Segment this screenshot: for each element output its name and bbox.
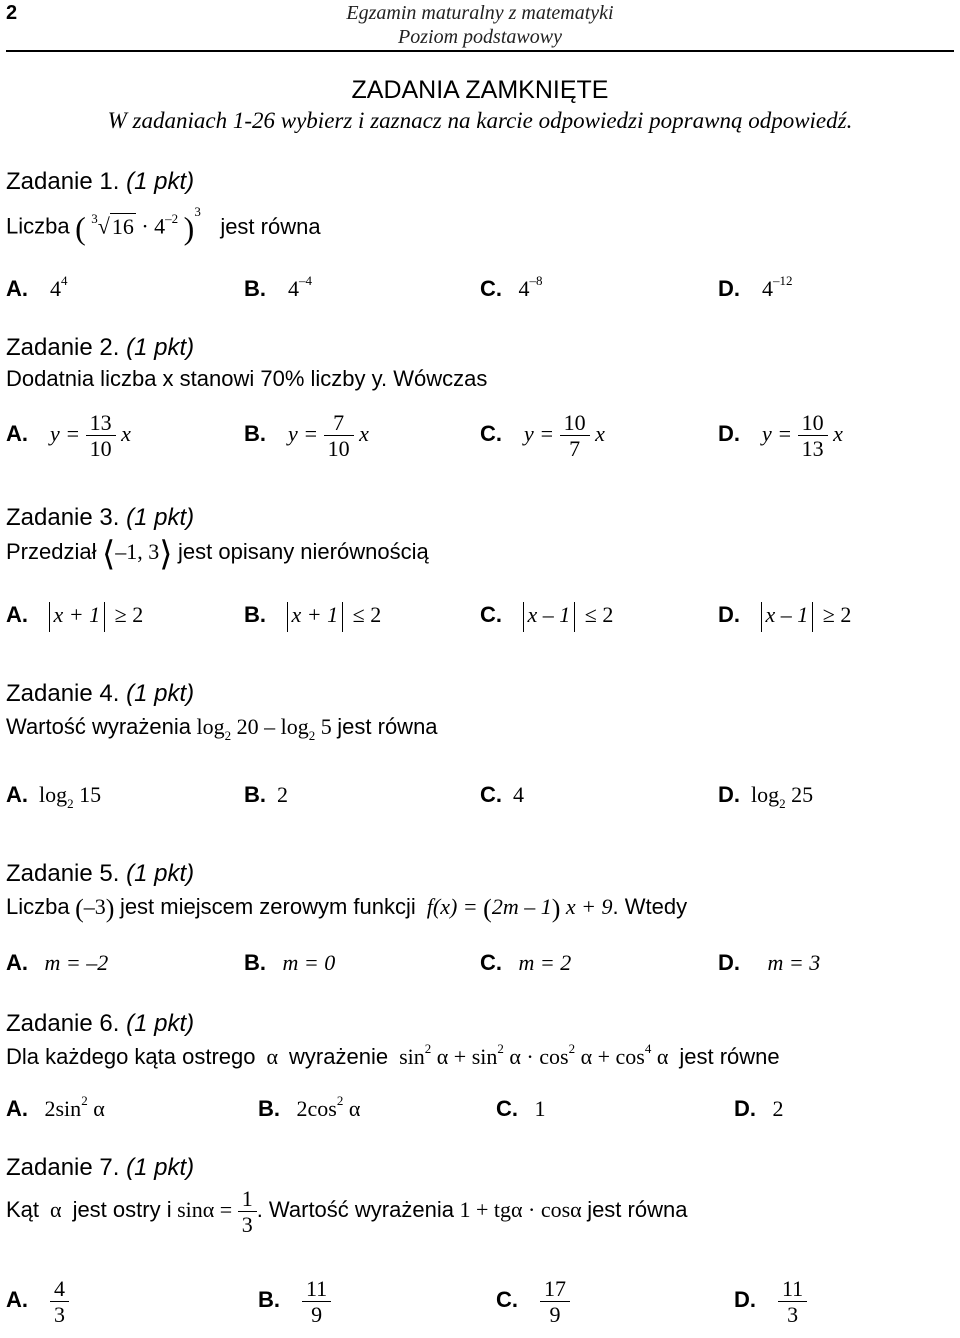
function-tail: x + 9 (565, 894, 613, 920)
task-6-prompt-before: Dla każdego kąta ostrego (6, 1044, 256, 1069)
task-3-option-b[interactable]: B. x + 1 ≤ 2 (244, 602, 381, 632)
task-4-prompt-after: jest równa (337, 714, 438, 739)
header-rule (6, 50, 954, 52)
alpha-symbol: α (50, 1196, 62, 1222)
task-3-option-a[interactable]: A. x + 1 ≥ 2 (6, 602, 143, 632)
task-5-prompt-before: Liczba (6, 894, 70, 920)
task-5-title: Zadanie 5. (6, 860, 120, 887)
task-6-prompt-mid: wyrażenie (289, 1044, 389, 1069)
task-1-prompt-after: jest równa (220, 213, 321, 239)
task-4-prompt-before: Wartość wyrażenia (6, 714, 192, 739)
dot-operator: · (141, 213, 149, 239)
power-exp-outer: 3 (194, 203, 201, 219)
function-coef: 2m – 1 (491, 894, 552, 920)
task-4-option-c[interactable]: C. 4 (480, 782, 524, 807)
task-6-title: Zadanie 6. (6, 1010, 120, 1037)
task-2-option-c[interactable]: C. y = $\frac{10}{7}$ x (480, 410, 605, 462)
task-4-option-d[interactable]: D. $\log_2 25$ (718, 782, 814, 811)
task-2-points: (1 pkt) (126, 334, 195, 361)
task-5-prompt-after: . Wtedy (612, 894, 688, 920)
trig-expression: $\sin^2 \alpha + \sin^2 \alpha \cdot \cos^2 \alpha + \cos^4 \alpha$ (399, 1041, 669, 1069)
minus-operator: – (264, 714, 276, 739)
root-arg: 16 (111, 213, 134, 239)
task-2-option-d[interactable]: D. y = $\frac{10}{13}$ x (718, 410, 843, 462)
task-4-prompt (6, 714, 438, 743)
task-6-heading (6, 1010, 194, 1038)
task-5-prompt-mid: jest miejscem zerowym funkcji (119, 894, 416, 920)
header-title-line1: Egzamin maturalny z matematyki (346, 2, 614, 24)
task-2-option-b[interactable]: B. y = $\frac{7}{10}$ x (244, 410, 369, 462)
section-title: ZADANIA ZAMKNIĘTE (351, 76, 609, 104)
task-1-points: (1 pkt) (126, 168, 195, 195)
interval-value: –1, 3 (115, 539, 160, 565)
task-5-points: (1 pkt) (126, 860, 195, 887)
task-7-option-d[interactable]: D. $\frac{11}{3}$ (734, 1276, 807, 1328)
task-3-prompt-before: Przedział (6, 539, 97, 565)
log-1-arg: 20 (236, 714, 259, 739)
task-3-heading (6, 504, 194, 532)
function-def: f(x) = (426, 894, 478, 920)
task-4-option-b[interactable]: B. 2 (244, 782, 288, 807)
task-6-option-c[interactable]: C. 1 (496, 1096, 546, 1121)
task-1-option-d[interactable]: D. $4^{-12}$ (718, 273, 793, 301)
task-6-points: (1 pkt) (126, 1010, 195, 1037)
sin-numerator: 1 (238, 1186, 257, 1212)
log-1: log (196, 714, 225, 739)
task-4-option-a[interactable]: A. $\log_2 15$ (6, 782, 102, 811)
task-4-points: (1 pkt) (126, 680, 195, 707)
log-2-base: 2 (308, 728, 316, 743)
task-3-prompt: Przedział ⟨–1, 3⟩ jest opisany nierównością (6, 536, 429, 573)
task-6-option-a[interactable]: A. $2\sin^2$ α (6, 1093, 105, 1121)
task-7-prompt-after: jest równa (587, 1196, 688, 1222)
page-number: 2 (6, 2, 18, 24)
task-1-title: Zadanie 1. (6, 168, 120, 195)
task-7-option-c[interactable]: C. $\frac{17}{9}$ (496, 1276, 570, 1328)
zero-value: –3 (83, 894, 106, 920)
task-5-prompt: Liczba (–3) jest miejscem zerowym funkcji f(x) = (2m – 1) x + 9. Wtedy (6, 894, 688, 923)
task-2-title: Zadanie 2. (6, 334, 120, 361)
task-4-heading (6, 680, 194, 708)
task-6-option-d[interactable]: D. 2 (734, 1096, 784, 1121)
task-1-option-a[interactable]: A. $4^4$ (6, 273, 68, 301)
task-6-prompt (6, 1041, 780, 1070)
task-7-option-b[interactable]: B. $\frac{11}{9}$ (258, 1276, 331, 1328)
task-7-heading (6, 1154, 194, 1182)
task-7-options (6, 1276, 956, 1336)
power-exp-inner: –2 (165, 210, 179, 226)
task-3-option-c[interactable]: C. x – 1 ≤ 2 (480, 602, 613, 632)
task-3-option-d[interactable]: D. x – 1 ≥ 2 (718, 602, 851, 632)
task-1-option-c[interactable]: C. $4^{-8}$ (480, 273, 543, 301)
alpha-symbol: α (266, 1044, 279, 1069)
task-5-heading (6, 860, 194, 888)
root-index: 3 (91, 210, 98, 226)
task-1-prompt: Liczba ( $^3√16 \cdot 4^{-2}$ )$^3$ jest równa (6, 203, 321, 246)
task-2-options (6, 410, 956, 470)
task-5-option-b[interactable]: B. m = 0 (244, 950, 336, 975)
task-7-title: Zadanie 7. (6, 1154, 120, 1181)
task-3-prompt-after: jest opisany nierównością (178, 539, 429, 565)
sin-denominator: 3 (241, 1212, 253, 1238)
task-7-prompt (6, 1186, 687, 1238)
task-5-option-a[interactable]: A. m = –2 (6, 950, 109, 975)
task-1-option-b[interactable]: B. $4^{-4}$ (244, 273, 312, 301)
task-7-points: (1 pkt) (126, 1154, 195, 1181)
task-3-points: (1 pkt) (126, 504, 195, 531)
task-5-option-c[interactable]: C. m = 2 (480, 950, 572, 975)
target-expression: 1 + tgα · cosα (459, 1196, 582, 1222)
task-7-prompt-mid: jest ostry i (72, 1196, 172, 1222)
log-2-arg: 5 (320, 714, 332, 739)
header-title-line2: Poziom podstawowy (398, 26, 562, 48)
task-5-option-d[interactable]: D. m = 3 (718, 950, 821, 975)
power-base: 4 (154, 213, 166, 239)
task-6-option-b[interactable]: B. $2\cos^2$ α (258, 1093, 361, 1121)
task-4-title: Zadanie 4. (6, 680, 120, 707)
sin-expression: sinα = (177, 1196, 233, 1222)
task-2-prompt: Dodatnia liczba x stanowi 70% liczby y. Wówczas (6, 366, 488, 391)
task-1-prompt-before: Liczba (6, 213, 70, 239)
task-7-prompt-before: Kąt (6, 1196, 40, 1222)
task-7-prompt-mid2: . Wartość wyrażenia (256, 1196, 454, 1222)
task-6-prompt-after: jest równe (679, 1044, 780, 1069)
log-2: log (280, 714, 309, 739)
section-instructions: W zadaniach 1-26 wybierz i zaznacz na karcie odpowiedzi poprawną odpowiedź. (107, 108, 853, 133)
task-2-option-a[interactable]: A. y = $\frac{13}{10}$ x (6, 410, 131, 462)
task-3-title: Zadanie 3. (6, 504, 120, 531)
log-1-base: 2 (224, 728, 232, 743)
task-1-heading (6, 168, 194, 196)
task-7-option-a[interactable]: A. $\frac{4}{3}$ (6, 1276, 69, 1328)
task-2-heading (6, 334, 194, 362)
